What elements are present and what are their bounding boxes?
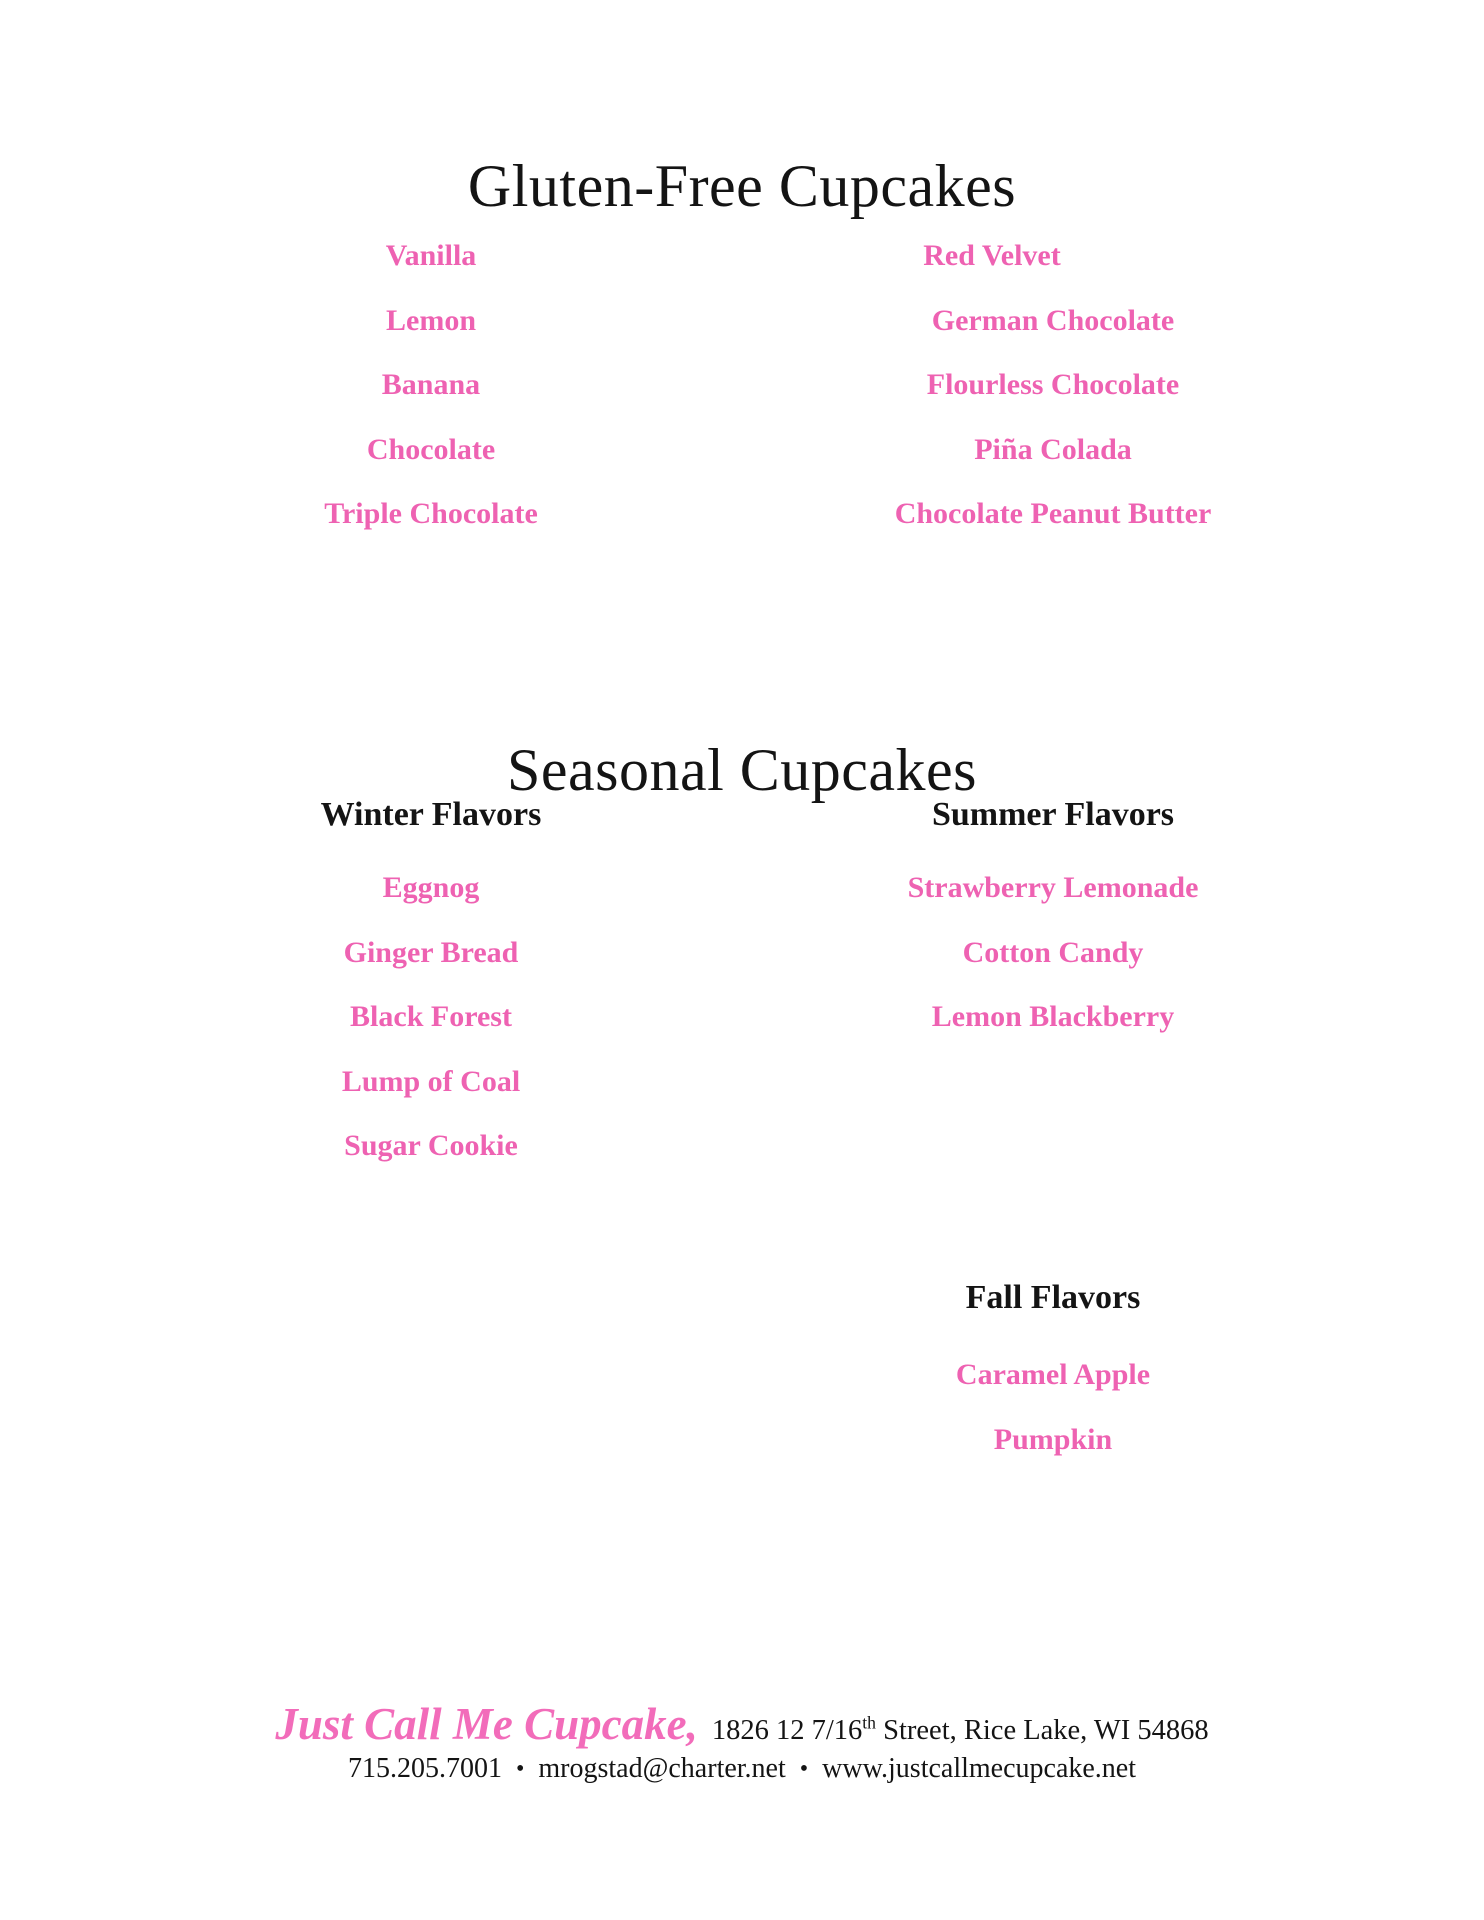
phone-number: 715.205.7001 (347, 1753, 502, 1784)
bullet-separator: • (515, 1755, 525, 1782)
footer-contact-line (0, 1752, 1484, 1786)
bullet-separator: • (799, 1755, 809, 1782)
address-ordinal-suffix: th (862, 1712, 877, 1733)
gluten-free-right-list (742, 224, 1364, 547)
flavor-item: Strawberry Lemonade (907, 871, 1199, 905)
business-address (711, 1712, 1209, 1747)
flavor-item: Eggnog (382, 871, 480, 905)
flavor-item: Cotton Candy (962, 935, 1144, 969)
gluten-free-title: Gluten-Free Cupcakes (467, 152, 1017, 219)
business-name: Just Call Me Cupcake, (275, 1699, 698, 1749)
flavor-item: Vanilla (385, 239, 477, 273)
winter-flavors-heading: Winter Flavors (320, 796, 542, 833)
flavor-item: Lemon (386, 303, 476, 337)
gluten-free-left-column (120, 224, 742, 547)
flavor-item: Lump of Coal (341, 1064, 521, 1098)
fall-flavors-heading: Fall Flavors (965, 1279, 1141, 1316)
flavor-item: Ginger Bread (343, 935, 519, 969)
seasonal-title: Seasonal Cupcakes (506, 736, 978, 803)
flavor-item: Flourless Chocolate (926, 368, 1180, 402)
fall-flavors-column (742, 1273, 1364, 1472)
flavor-item: Sugar Cookie (344, 1129, 518, 1163)
flavor-item: Red Velvet (923, 239, 1061, 273)
flavor-item: German Chocolate (931, 303, 1175, 337)
flavor-item: Banana (381, 368, 481, 402)
flavor-item: Chocolate (366, 432, 496, 466)
gluten-free-left-list (120, 224, 742, 547)
summer-flavors-list (742, 856, 1364, 1050)
flavor-item: Pumpkin (993, 1422, 1113, 1456)
address-street-number: 1826 12 7/16 (711, 1715, 863, 1746)
address-city-state-zip: Street, Rice Lake, WI 54868 (876, 1715, 1209, 1746)
flavor-item: Piña Colada (974, 432, 1132, 466)
summer-flavors-column (742, 790, 1364, 1179)
flavor-item: Black Forest (350, 1000, 512, 1034)
seasonal-flavor-grid (0, 790, 1484, 1179)
gluten-free-flavor-grid (0, 224, 1484, 547)
website-url: www.justcallmecupcake.net (822, 1753, 1137, 1784)
flavor-item: Chocolate Peanut Butter (894, 497, 1212, 531)
gluten-free-right-column (742, 224, 1364, 547)
flavor-item: Caramel Apple (955, 1358, 1151, 1392)
flavor-item: Triple Chocolate (324, 497, 538, 531)
winter-flavors-list (120, 856, 742, 1179)
fall-flavors-list (742, 1343, 1364, 1472)
winter-flavors-column (120, 790, 742, 1179)
flavor-item: Lemon Blackberry (931, 1000, 1175, 1034)
summer-flavors-heading: Summer Flavors (931, 796, 1175, 833)
email-address: mrogstad@charter.net (538, 1753, 786, 1784)
footer-identity-line (0, 1698, 1484, 1754)
